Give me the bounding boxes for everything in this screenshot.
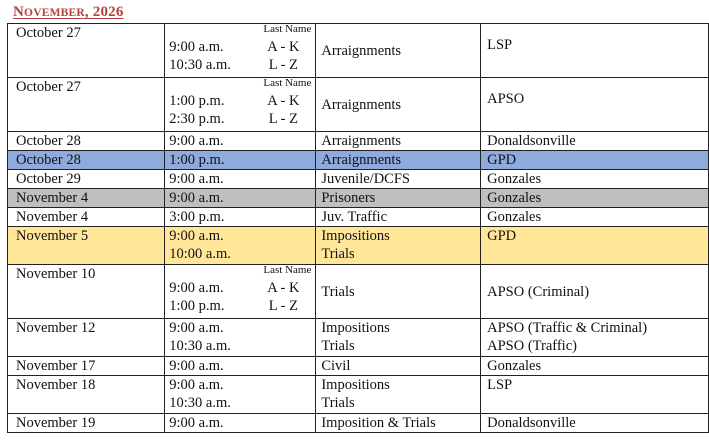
- date-text: November 4: [16, 209, 89, 225]
- location-cell: [481, 265, 709, 319]
- time-text: 1:00 p.m.: [169, 152, 225, 168]
- proceeding-cell: [316, 357, 481, 376]
- date-cell: [8, 151, 165, 170]
- proceeding-text: Trials: [321, 246, 355, 262]
- schedule-row: [8, 319, 709, 357]
- proceeding-cell: [316, 376, 481, 414]
- time-text: 9:00 a.m.: [169, 190, 224, 206]
- location-text: LSP: [487, 37, 513, 53]
- time-cell: [165, 319, 316, 357]
- date-text: November 4: [16, 190, 89, 206]
- proceeding-text: Juvenile/DCFS: [321, 171, 410, 187]
- date-text: November 18: [16, 377, 96, 393]
- time-text: 10:30 a.m.: [169, 395, 231, 411]
- location-text: Gonzales: [487, 358, 542, 374]
- proceeding-text: Civil: [321, 358, 351, 374]
- date-cell: [8, 265, 165, 319]
- time-text: 9:00 a.m.: [169, 377, 224, 393]
- proceeding-text: Imposition & Trials: [321, 415, 436, 431]
- name-range: L - Z: [268, 111, 298, 127]
- date-text: October 27: [16, 79, 81, 95]
- location-text: Gonzales: [487, 190, 542, 206]
- proceeding-text: Impositions: [321, 377, 390, 393]
- time-text: 1:00 p.m.: [169, 298, 225, 314]
- location-text: Donaldsonville: [487, 133, 576, 149]
- time-cell: [165, 151, 316, 170]
- schedule-row: [8, 170, 709, 189]
- time-text: 10:30 a.m.: [169, 338, 231, 354]
- time-text: 9:00 a.m.: [169, 39, 224, 55]
- date-text: November 5: [16, 228, 89, 244]
- proceeding-text: Arraignments: [321, 97, 402, 113]
- proceeding-cell: [316, 78, 481, 132]
- proceeding-text: Trials: [321, 395, 355, 411]
- time-text: 9:00 a.m.: [169, 320, 224, 336]
- time-text: 9:00 a.m.: [169, 358, 224, 374]
- location-text: APSO: [487, 91, 525, 107]
- location-cell: [481, 78, 709, 132]
- time-cell: [165, 132, 316, 151]
- location-text: Gonzales: [487, 209, 542, 225]
- date-cell: [8, 132, 165, 151]
- time-text: 10:30 a.m.: [169, 57, 231, 73]
- court-schedule-table: [7, 23, 709, 433]
- location-text: Gonzales: [487, 171, 542, 187]
- schedule-row: [8, 414, 709, 433]
- date-cell: [8, 208, 165, 227]
- last-name-header: Last Name: [263, 77, 312, 89]
- date-text: November 17: [16, 358, 96, 374]
- time-text: 9:00 a.m.: [169, 415, 224, 431]
- date-text: October 28: [16, 152, 81, 168]
- location-cell: [481, 376, 709, 414]
- date-text: October 28: [16, 133, 81, 149]
- proceeding-cell: [316, 151, 481, 170]
- schedule-row: [8, 189, 709, 208]
- time-cell: [165, 414, 316, 433]
- name-range: A - K: [267, 280, 300, 296]
- proceeding-cell: [316, 265, 481, 319]
- location-cell: [481, 227, 709, 265]
- date-text: November 12: [16, 320, 96, 336]
- date-cell: [8, 319, 165, 357]
- proceeding-cell: [316, 227, 481, 265]
- proceeding-cell: [316, 24, 481, 78]
- name-range: L - Z: [268, 57, 298, 73]
- location-cell: [481, 132, 709, 151]
- location-cell: [481, 189, 709, 208]
- proceeding-cell: [316, 170, 481, 189]
- date-cell: [8, 414, 165, 433]
- time-cell: [165, 265, 316, 319]
- time-text: 1:00 p.m.: [169, 93, 225, 109]
- location-text: GPD: [487, 152, 517, 168]
- proceeding-cell: [316, 414, 481, 433]
- date-cell: [8, 376, 165, 414]
- proceeding-cell: [316, 208, 481, 227]
- location-text: APSO (Criminal): [487, 284, 590, 300]
- proceeding-text: Impositions: [321, 228, 390, 244]
- schedule-row: [8, 227, 709, 265]
- time-text: 10:00 a.m.: [169, 246, 231, 262]
- time-cell: [165, 78, 316, 132]
- location-cell: [481, 24, 709, 78]
- date-text: November 10: [16, 266, 96, 282]
- time-cell: [165, 189, 316, 208]
- schedule-row: [8, 151, 709, 170]
- schedule-row: [8, 208, 709, 227]
- time-text: 3:00 p.m.: [169, 209, 225, 225]
- schedule-row: [8, 265, 709, 319]
- proceeding-text: Arraignments: [321, 133, 402, 149]
- location-cell: [481, 414, 709, 433]
- time-text: 2:30 p.m.: [169, 111, 225, 127]
- schedule-row: [8, 24, 709, 78]
- proceeding-text: Impositions: [321, 320, 390, 336]
- location-cell: [481, 170, 709, 189]
- proceeding-text: Arraignments: [321, 152, 402, 168]
- proceeding-cell: [316, 132, 481, 151]
- location-cell: [481, 151, 709, 170]
- name-range: A - K: [267, 93, 300, 109]
- proceeding-text: Prisoners: [321, 190, 376, 206]
- schedule-row: [8, 132, 709, 151]
- date-cell: [8, 227, 165, 265]
- date-cell: [8, 24, 165, 78]
- name-range: L - Z: [268, 298, 298, 314]
- date-text: October 29: [16, 171, 81, 187]
- date-text: November 19: [16, 415, 96, 431]
- location-text: APSO (Traffic): [487, 338, 577, 354]
- time-cell: [165, 376, 316, 414]
- location-cell: [481, 208, 709, 227]
- last-name-header: Last Name: [263, 264, 312, 276]
- location-cell: [481, 357, 709, 376]
- proceeding-cell: [316, 189, 481, 208]
- date-cell: [8, 78, 165, 132]
- time-cell: [165, 357, 316, 376]
- time-cell: [165, 170, 316, 189]
- time-text: 9:00 a.m.: [169, 228, 224, 244]
- schedule-title: NOVEMBER, 2026: [13, 4, 124, 20]
- last-name-header: Last Name: [263, 23, 312, 35]
- proceeding-text: Arraignments: [321, 43, 402, 59]
- date-cell: [8, 189, 165, 208]
- time-cell: [165, 24, 316, 78]
- location-cell: [481, 319, 709, 357]
- location-text: LSP: [487, 377, 513, 393]
- location-text: GPD: [487, 228, 517, 244]
- proceeding-text: Trials: [321, 284, 355, 300]
- date-cell: [8, 357, 165, 376]
- time-cell: [165, 208, 316, 227]
- time-text: 9:00 a.m.: [169, 280, 224, 296]
- proceeding-text: Juv. Traffic: [321, 209, 388, 225]
- location-text: APSO (Traffic & Criminal): [487, 320, 648, 336]
- time-text: 9:00 a.m.: [169, 171, 224, 187]
- date-cell: [8, 170, 165, 189]
- schedule-row: [8, 376, 709, 414]
- proceeding-cell: [316, 319, 481, 357]
- time-text: 9:00 a.m.: [169, 133, 224, 149]
- schedule-row: [8, 357, 709, 376]
- name-range: A - K: [267, 39, 300, 55]
- time-cell: [165, 227, 316, 265]
- proceeding-text: Trials: [321, 338, 355, 354]
- schedule-row: [8, 78, 709, 132]
- date-text: October 27: [16, 25, 81, 41]
- location-text: Donaldsonville: [487, 415, 576, 431]
